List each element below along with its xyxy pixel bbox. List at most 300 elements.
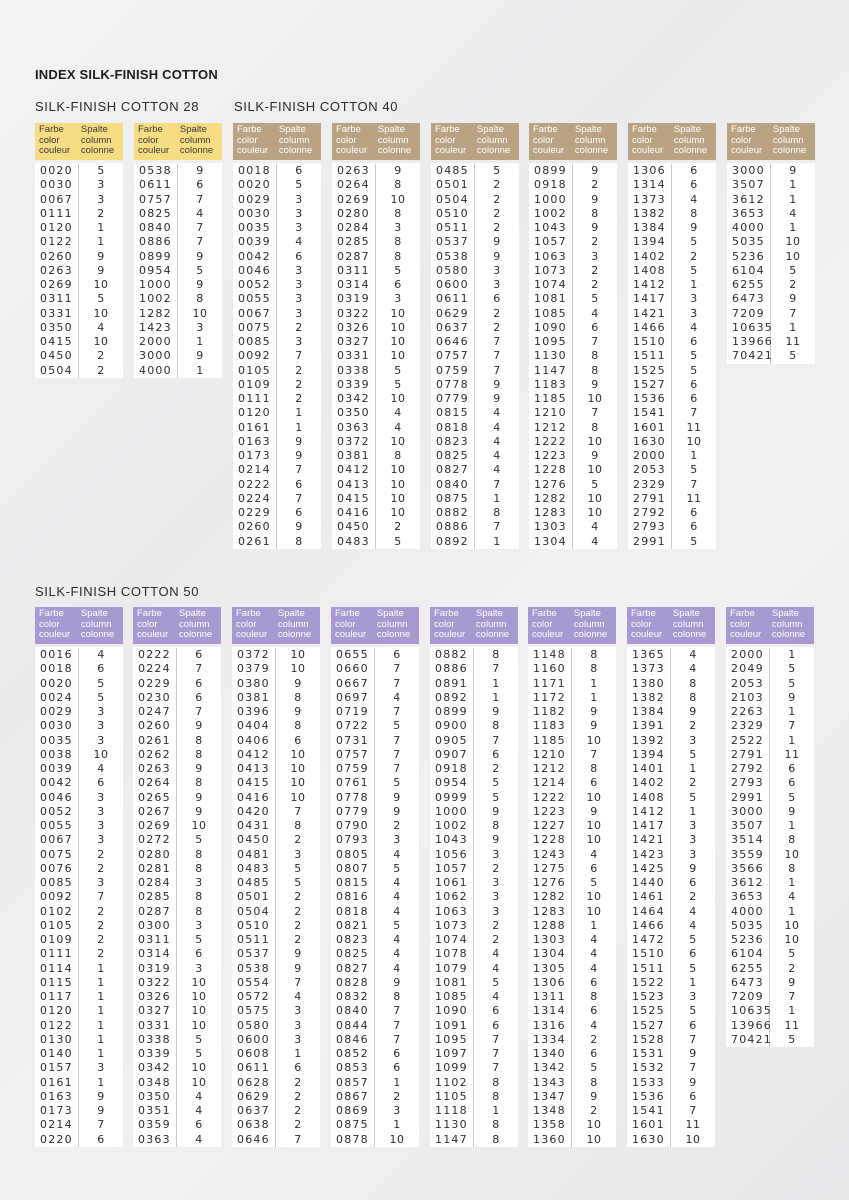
color-header — [136, 609, 179, 642]
color-number: 1000 — [134, 278, 178, 292]
column-number: 1 — [97, 235, 105, 249]
color-number: 1223 — [529, 449, 573, 463]
column-number: 9 — [97, 1104, 105, 1117]
color-number: 1316 — [528, 1019, 572, 1033]
table-row — [430, 677, 518, 691]
color-number: 0628 — [232, 1076, 276, 1090]
color-number: 0157 — [35, 1061, 79, 1075]
color-number: 0281 — [133, 862, 177, 876]
table-row — [431, 535, 519, 549]
column-number: 7 — [295, 491, 303, 505]
table-row — [35, 976, 123, 990]
color-number: 1601 — [628, 421, 672, 435]
table-row — [528, 1061, 616, 1075]
table-row — [529, 193, 617, 207]
column-number: 2 — [294, 1104, 302, 1117]
color-number: 0511 — [431, 221, 475, 235]
column-number: 9 — [591, 377, 599, 391]
table-row — [232, 990, 320, 1004]
table-row — [332, 535, 420, 549]
column-number: 1 — [590, 690, 598, 704]
table-row — [134, 164, 222, 178]
color-number: 0024 — [35, 691, 79, 705]
color-number: 1527 — [627, 1019, 671, 1033]
column-number: 7 — [393, 747, 401, 761]
table-row — [35, 691, 123, 705]
table-row — [133, 719, 221, 733]
header-color: color — [39, 134, 60, 146]
color-number: 3653 — [727, 207, 771, 221]
table-row — [529, 164, 617, 178]
column-number: 7 — [788, 719, 796, 733]
column-number: 1 — [590, 676, 598, 690]
column-header — [81, 125, 120, 158]
color-number: 0280 — [332, 207, 376, 221]
column-number: 5 — [591, 292, 599, 306]
color-number: 0140 — [35, 1047, 79, 1061]
color-number: 1210 — [528, 748, 572, 762]
column-number: 9 — [590, 719, 598, 733]
column-number: 5 — [690, 263, 698, 277]
table-row — [35, 1090, 123, 1104]
table-row — [134, 292, 222, 306]
color-number: 0326 — [133, 990, 177, 1004]
table-row — [628, 520, 716, 534]
color-number: 0504 — [431, 193, 475, 207]
color-number: 1314 — [528, 1004, 572, 1018]
color-number: 0501 — [232, 890, 276, 904]
color-number: 0220 — [35, 1133, 79, 1147]
table-row — [726, 962, 814, 976]
column-number: 5 — [393, 719, 401, 733]
header-couleur: couleur — [138, 145, 170, 156]
table-row — [35, 748, 123, 762]
table-row — [727, 349, 815, 363]
color-number: 0655 — [331, 648, 375, 662]
table-row — [726, 1033, 814, 1047]
color-number: 0415 — [35, 335, 79, 349]
table-row — [528, 1076, 616, 1090]
header-farbe: Farbe — [138, 124, 163, 135]
column-number: 10 — [191, 819, 207, 832]
column-number: 1 — [295, 406, 303, 420]
color-number: 0823 — [431, 435, 475, 449]
color-number: 1090 — [430, 1004, 474, 1018]
color-number: 0805 — [331, 848, 375, 862]
table-row — [628, 221, 716, 235]
header-column: column — [573, 618, 605, 630]
table-row — [332, 449, 420, 463]
table-row — [133, 734, 221, 748]
table-row — [332, 392, 420, 406]
color-number: 5236 — [726, 933, 770, 947]
table-row — [35, 164, 123, 178]
color-number: 2000 — [628, 449, 672, 463]
column-number: 9 — [393, 975, 401, 989]
color-number: 0030 — [35, 178, 79, 192]
color-number: 0757 — [431, 349, 475, 363]
color-number: 1384 — [628, 221, 672, 235]
table-row — [35, 890, 123, 904]
color-number: 0875 — [331, 1118, 375, 1132]
column-number: 3 — [295, 206, 303, 220]
color-number: 10635 — [726, 1004, 770, 1018]
table-row — [727, 264, 815, 278]
color-number: 1304 — [529, 535, 573, 549]
column-number: 6 — [97, 662, 105, 676]
table-row — [528, 848, 616, 862]
table-header — [529, 123, 617, 160]
column-number: 6 — [97, 776, 105, 790]
column-number: 10 — [290, 790, 306, 804]
index-table — [529, 123, 617, 549]
header-color: color — [533, 134, 554, 146]
table-row — [232, 933, 320, 947]
table-row — [35, 1118, 123, 1132]
color-number: 1222 — [528, 791, 572, 805]
index-table — [35, 607, 123, 1147]
table-row — [726, 791, 814, 805]
color-number: 1283 — [528, 905, 572, 919]
table-row — [133, 947, 221, 961]
table-row — [529, 535, 617, 549]
table-row — [233, 492, 321, 506]
column-number: 10 — [390, 320, 406, 334]
table-row — [35, 677, 123, 691]
column-number: 6 — [788, 762, 796, 775]
header-farbe: Farbe — [632, 124, 657, 135]
index-table — [627, 607, 715, 1147]
header-color: color — [336, 134, 357, 146]
table-row — [627, 691, 715, 705]
table-row — [528, 648, 616, 662]
column-number: 3 — [294, 847, 302, 861]
color-number: 0016 — [35, 648, 79, 662]
color-number: 1063 — [529, 250, 573, 264]
color-number: 5035 — [727, 235, 771, 249]
color-number: 0882 — [431, 506, 475, 520]
color-number: 1347 — [528, 1090, 572, 1104]
table-row — [529, 235, 617, 249]
color-number: 0840 — [431, 478, 475, 492]
column-number: 5 — [690, 463, 698, 477]
color-number: 0130 — [35, 1033, 79, 1047]
table-row — [332, 492, 420, 506]
column-number: 10 — [586, 819, 602, 832]
table-row — [727, 307, 815, 321]
table-row — [332, 364, 420, 378]
table-row — [430, 962, 518, 976]
column-number: 10 — [390, 463, 406, 477]
color-number: 0867 — [331, 1090, 375, 1104]
color-number: 0350 — [133, 1090, 177, 1104]
table-row — [726, 905, 814, 919]
color-number: 0350 — [332, 406, 376, 420]
color-number: 0247 — [133, 705, 177, 719]
column-number: 5 — [394, 363, 402, 377]
table-row — [628, 421, 716, 435]
table-row — [133, 833, 221, 847]
table-body — [332, 163, 420, 549]
column-number: 5 — [591, 477, 599, 491]
color-number: 0224 — [133, 662, 177, 676]
header-colonne: colonne — [80, 629, 115, 640]
table-row — [628, 178, 716, 192]
column-header — [772, 609, 811, 642]
column-number: 10 — [290, 762, 306, 775]
table-row — [726, 848, 814, 862]
color-number: 0285 — [332, 235, 376, 249]
column-number: 4 — [689, 904, 697, 918]
color-number: 0778 — [331, 791, 375, 805]
table-row — [332, 307, 420, 321]
table-row — [133, 819, 221, 833]
table-row — [726, 833, 814, 847]
table-row — [331, 919, 419, 933]
column-header — [477, 125, 516, 158]
column-number: 3 — [295, 192, 303, 206]
table-row — [35, 193, 123, 207]
column-number: 9 — [295, 434, 303, 448]
color-number: 0719 — [331, 705, 375, 719]
header-couleur: couleur — [632, 145, 664, 156]
column-number: 9 — [195, 762, 203, 775]
color-number: 0637 — [431, 321, 475, 335]
header-farbe: Farbe — [434, 608, 459, 619]
column-number: 10 — [586, 833, 602, 847]
table-row — [133, 876, 221, 890]
header-spalte: Spalte — [772, 124, 800, 135]
color-number: 1276 — [529, 478, 573, 492]
table-row — [35, 1104, 123, 1118]
table-row — [133, 990, 221, 1004]
column-number: 9 — [97, 249, 105, 263]
column-number: 2 — [492, 933, 500, 946]
column-number: 4 — [590, 933, 598, 946]
color-number: 1536 — [628, 392, 672, 406]
column-number: 7 — [393, 1004, 401, 1018]
column-header — [81, 609, 120, 642]
table-row — [331, 805, 419, 819]
table-header — [35, 123, 123, 160]
color-number: 0222 — [233, 478, 277, 492]
column-number: 9 — [195, 804, 203, 818]
column-number: 3 — [689, 819, 697, 832]
table-row — [529, 392, 617, 406]
header-spalte: Spalte — [277, 608, 305, 619]
color-number: 0572 — [232, 990, 276, 1004]
table-row — [35, 1047, 123, 1061]
column-number: 6 — [590, 975, 598, 989]
table-row — [331, 1061, 419, 1075]
column-number: 2 — [689, 719, 697, 733]
color-header — [532, 125, 575, 158]
color-number: 0790 — [331, 819, 375, 833]
column-number: 4 — [195, 1132, 203, 1146]
color-number: 1408 — [628, 264, 672, 278]
color-number: 0319 — [332, 292, 376, 306]
table-row — [233, 278, 321, 292]
table-row — [430, 947, 518, 961]
header-farbe: Farbe — [631, 608, 656, 619]
column-number: 8 — [590, 648, 598, 661]
column-number: 4 — [97, 762, 105, 775]
column-number: 3 — [196, 320, 204, 334]
header-color: color — [731, 134, 752, 146]
column-number: 5 — [97, 690, 105, 704]
column-header — [674, 125, 713, 158]
color-number: 0075 — [35, 848, 79, 862]
column-number: 9 — [196, 164, 204, 177]
color-number: 1464 — [627, 905, 671, 919]
table-row — [133, 648, 221, 662]
column-number: 3 — [689, 847, 697, 861]
color-number: 0035 — [233, 221, 277, 235]
color-number: 1536 — [627, 1090, 671, 1104]
section-title: SILK-FINISH COTTON 50 — [35, 584, 200, 599]
color-number: 3000 — [134, 349, 178, 363]
color-number: 0363 — [133, 1133, 177, 1147]
column-number: 6 — [195, 947, 203, 961]
column-number: 2 — [294, 833, 302, 847]
header-couleur: couleur — [435, 145, 467, 156]
color-number: 0380 — [232, 677, 276, 691]
header-column: column — [574, 134, 606, 146]
color-number: 0629 — [232, 1090, 276, 1104]
column-number: 3 — [97, 819, 105, 832]
table-row — [35, 947, 123, 961]
column-number: 6 — [195, 676, 203, 690]
column-number: 9 — [394, 164, 402, 177]
column-number: 5 — [590, 1061, 598, 1075]
table-row — [628, 307, 716, 321]
column-number: 10 — [290, 776, 306, 790]
column-number: 7 — [493, 520, 501, 534]
column-number: 1 — [690, 449, 698, 462]
table-row — [726, 805, 814, 819]
header-column: column — [178, 618, 210, 630]
column-number: 9 — [590, 804, 598, 818]
color-number: 0109 — [35, 933, 79, 947]
column-header — [279, 125, 318, 158]
column-number: 2 — [97, 861, 105, 875]
table-row — [529, 506, 617, 520]
column-number: 8 — [591, 349, 599, 363]
column-number: 7 — [492, 662, 500, 676]
column-number: 4 — [97, 648, 105, 661]
color-number: 0538 — [134, 164, 178, 178]
color-number: 1510 — [628, 335, 672, 349]
table-row — [232, 862, 320, 876]
color-number: 0416 — [232, 791, 276, 805]
column-number: 4 — [196, 206, 204, 220]
color-number: 0264 — [133, 776, 177, 790]
table-row — [727, 278, 815, 292]
header-column: column — [772, 134, 804, 146]
column-number: 8 — [493, 506, 501, 519]
column-number: 5 — [492, 776, 500, 790]
color-number: 0821 — [331, 919, 375, 933]
header-color: color — [335, 618, 356, 630]
color-number: 0326 — [332, 321, 376, 335]
color-number: 0173 — [35, 1104, 79, 1118]
table-row — [331, 691, 419, 705]
table-row — [134, 349, 222, 363]
table-row — [727, 193, 815, 207]
table-row — [529, 421, 617, 435]
column-number: 3 — [493, 263, 501, 277]
color-number: 1183 — [529, 378, 573, 392]
color-number: 1440 — [627, 876, 671, 890]
table-row — [35, 648, 123, 662]
column-number: 9 — [196, 249, 204, 263]
table-row — [628, 406, 716, 420]
color-number: 0224 — [233, 492, 277, 506]
column-number: 4 — [493, 449, 501, 462]
table-body — [133, 647, 221, 1147]
column-number: 6 — [690, 520, 698, 534]
column-number: 2 — [295, 392, 303, 405]
column-number: 9 — [591, 449, 599, 462]
column-number: 10 — [191, 1075, 207, 1089]
color-number: 2522 — [726, 734, 770, 748]
table-row — [332, 406, 420, 420]
table-row — [35, 919, 123, 933]
header-color: color — [730, 618, 751, 630]
column-number: 2 — [97, 918, 105, 932]
color-number: 0111 — [35, 947, 79, 961]
color-number: 0823 — [331, 933, 375, 947]
column-number: 6 — [689, 947, 697, 961]
color-number: 1081 — [430, 976, 474, 990]
color-number: 1421 — [627, 833, 671, 847]
column-number: 1 — [196, 363, 204, 377]
column-number: 5 — [393, 861, 401, 875]
column-number: 1 — [492, 690, 500, 704]
table-row — [35, 250, 123, 264]
color-number: 0122 — [35, 235, 79, 249]
column-number: 5 — [690, 349, 698, 363]
column-number: 4 — [591, 534, 599, 548]
column-number: 1 — [492, 676, 500, 690]
index-table — [726, 607, 814, 1047]
color-number: 1423 — [134, 321, 178, 335]
column-number: 2 — [295, 363, 303, 377]
table-row — [35, 364, 123, 378]
table-row — [430, 1076, 518, 1090]
color-number: 0485 — [232, 876, 276, 890]
color-number: 0637 — [232, 1104, 276, 1118]
color-number: 0055 — [35, 819, 79, 833]
table-row — [133, 933, 221, 947]
table-row — [627, 976, 715, 990]
header-colonne: colonne — [179, 145, 214, 156]
color-number: 1288 — [528, 919, 572, 933]
table-row — [430, 833, 518, 847]
color-number: 3612 — [726, 876, 770, 890]
color-number: 0504 — [232, 905, 276, 919]
column-number: 9 — [689, 1075, 697, 1089]
header-colonne: colonne — [672, 629, 707, 640]
table-row — [528, 662, 616, 676]
header-spalte: Spalte — [573, 608, 601, 619]
table-row — [134, 364, 222, 378]
table-row — [35, 734, 123, 748]
table-row — [35, 833, 123, 847]
column-number: 3 — [97, 833, 105, 847]
table-row — [726, 1019, 814, 1033]
column-number: 1 — [97, 1004, 105, 1018]
